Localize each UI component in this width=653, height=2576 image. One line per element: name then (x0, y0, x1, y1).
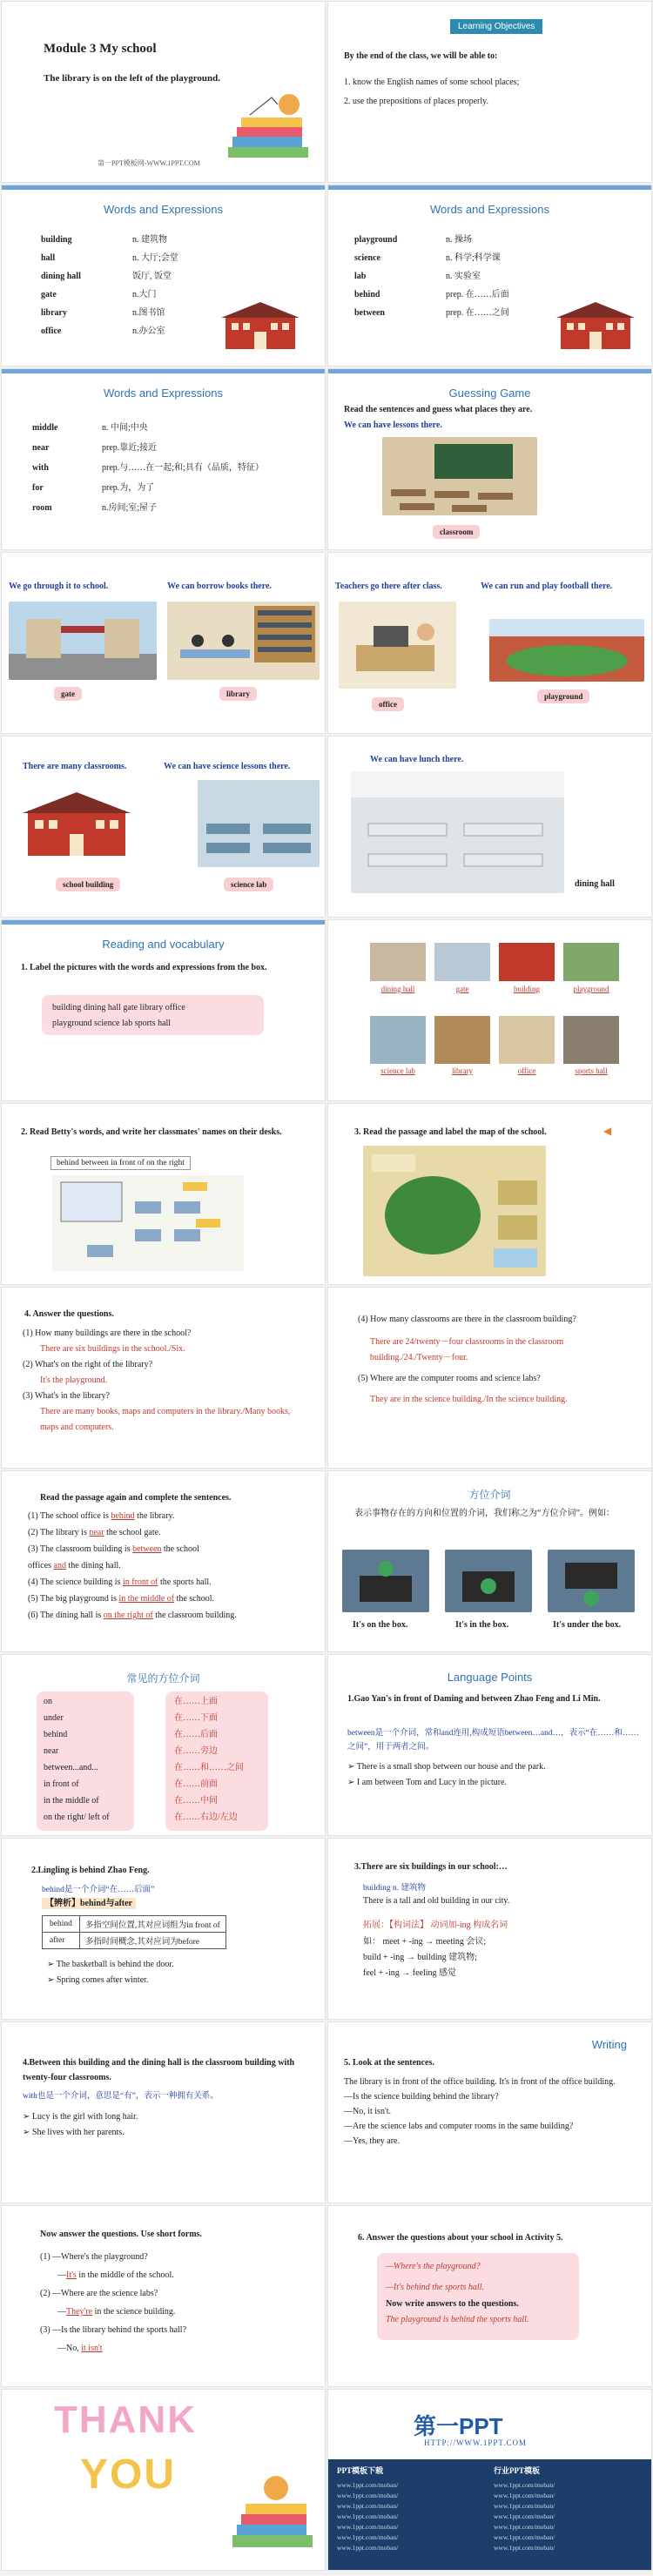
text: office (41, 326, 62, 336)
slide-office-playground (327, 552, 652, 734)
text: prep. 在……之间 (446, 308, 509, 318)
footer-url: 第一PPT模板网-WWW.1PPT.COM (98, 159, 200, 167)
question: 3. Read the passage and label the map of the school. (354, 1127, 547, 1137)
clue: We can have lunch there. (370, 755, 464, 764)
office-photo (339, 602, 456, 689)
word-row (41, 231, 178, 249)
sentence: —No, it isn't. (344, 2107, 392, 2116)
prep-cn: 在……右边/左边 (174, 1813, 238, 1822)
intro: Read the sentences and guess what places they are. (344, 405, 533, 414)
heading: Reading and vocabulary (102, 938, 225, 951)
text: after (43, 1933, 80, 1949)
text: www.1ppt.com/moban/ (494, 2523, 555, 2531)
text: in the middle of (118, 1594, 175, 1604)
text: www.1ppt.com/moban/ (337, 2544, 399, 2552)
text: behind (43, 1916, 80, 1933)
text: lab (354, 272, 367, 281)
answer: It's the playground. (40, 1375, 108, 1385)
in-box-image (445, 1550, 532, 1612)
sentence: —Are the science labs and computer rooms in the same building? (344, 2122, 574, 2131)
slide-school-map (327, 1103, 652, 1285)
slide-title (1, 1, 326, 183)
text: it isn't (81, 2344, 103, 2353)
example: feel + -ing → feeling 感觉 (363, 1968, 456, 1978)
thumb (563, 1016, 619, 1064)
compare-title: 【辨析】behind与after (42, 1898, 136, 1909)
thumb (434, 943, 490, 981)
question: (5) Where are the computer rooms and science labs? (358, 1374, 541, 1383)
thumb-label: office (517, 1066, 536, 1075)
text: building (41, 235, 72, 245)
word-box-line: playground science lab sports hall (52, 1019, 172, 1028)
answer: There are 24/twenty－four classrooms in the classroom building./24./Twenty－four. (370, 1337, 564, 1362)
caption-under: It's under the box. (553, 1620, 622, 1630)
text: n.房间;室;屋子 (102, 503, 158, 513)
you-text: YOU (80, 2452, 177, 2498)
sentence (28, 1524, 320, 1541)
slide-answer-questions (327, 2205, 652, 2387)
logo-url: HTTP://WWW.1PPT.COM (424, 2438, 528, 2447)
answer-1: school building (56, 878, 120, 891)
books-illustration (224, 2464, 320, 2559)
heading: Language Points (447, 1671, 533, 1684)
text: behind (354, 290, 380, 299)
slide-language-points-2 (1, 1838, 326, 2020)
thank-text: THANK (54, 2398, 197, 2441)
explanation: behind是一个介词“在……后面” (42, 1886, 155, 1894)
word-row (32, 498, 264, 518)
slide-words-1 (1, 185, 326, 367)
text: n. 科学;科学课 (446, 253, 501, 263)
gate-photo (9, 602, 157, 680)
text: prep.靠近;接近 (102, 443, 158, 453)
text: dining hall (41, 272, 81, 281)
text: the classroom building. (152, 1611, 237, 1620)
word-row (41, 304, 178, 322)
prep-cn: 在……上面 (174, 1697, 218, 1706)
text: n. 大厅;会堂 (132, 253, 178, 263)
text: with (32, 463, 49, 473)
slide-label-pictures (327, 919, 652, 1101)
slide-reading-vocab (1, 919, 326, 1101)
on-box-image (342, 1550, 429, 1612)
word-row (354, 304, 509, 322)
thumb-label: dining hall (380, 985, 415, 993)
thumb-label: playground (573, 985, 609, 993)
caption-on: It's on the box. (353, 1620, 408, 1630)
text: 多指时间概念,其对应词为before (79, 1933, 226, 1949)
line: —Where's the playground? (386, 2262, 481, 2271)
library-photo (167, 602, 320, 680)
text: 多指空间位置,其对应词组为in front of (79, 1916, 226, 1933)
word-row (354, 286, 509, 304)
badge: Learning Objectives (450, 19, 542, 34)
sentence (28, 1508, 320, 1524)
answer: They are in the science building./In the science building. (370, 1395, 568, 1404)
text: for (32, 483, 44, 493)
slide-language-points-1 (327, 1654, 652, 1836)
dining-hall-photo (351, 771, 564, 893)
slide-words-3 (1, 368, 326, 550)
prep-cn: 在……和……之间 (174, 1763, 244, 1772)
answer-2: science lab (224, 878, 273, 891)
answer-1: gate (54, 687, 82, 701)
text: the school gate. (104, 1528, 161, 1537)
answer-1: office (372, 697, 404, 711)
school-map-illustration (363, 1146, 546, 1276)
answer-label: classroom (433, 525, 480, 539)
line: —It's behind the sports hall. (386, 2283, 484, 2292)
slide-language-points-4 (1, 2021, 326, 2203)
text: playground (354, 235, 398, 245)
text: Lucy is the girl with long hair. (31, 2112, 138, 2122)
text: www.1ppt.com/moban/ (494, 2512, 555, 2520)
text: gate (41, 290, 57, 299)
link-list-right[interactable] (494, 2480, 555, 2553)
prep-en: near (44, 1746, 59, 1756)
word-row (32, 458, 264, 478)
explanation: building n. 建筑物 (363, 1884, 427, 1893)
text: n.图书馆 (132, 308, 165, 318)
text: hall (41, 253, 56, 263)
line: The playground is behind the sports hall. (386, 2315, 529, 2324)
text: n. 建筑物 (132, 235, 167, 245)
text: offices (28, 1561, 54, 1570)
title: Read the passage again and complete the sentences. (40, 1493, 232, 1503)
heading: 方位介词 (468, 1489, 511, 1501)
text: library (41, 308, 67, 318)
heading: Words and Expressions (429, 203, 550, 216)
school-building-photo (21, 789, 132, 860)
example: build + -ing → building 建筑物; (363, 1953, 477, 1962)
example: There is a tall and old building in our city. (363, 1896, 510, 1906)
prep-en: between...and... (44, 1763, 98, 1772)
word-box-line: building dining hall gate library office (52, 1003, 185, 1012)
text: It's (66, 2270, 77, 2280)
point: 4.Between this building and the dining hall is the classroom building with twenty-four classrooms. (23, 2058, 295, 2082)
question: (3) What's in the library? (23, 1391, 110, 1401)
text: There is a small shop between our house and the park. (356, 1762, 546, 1772)
explanation: between是一个介词，常和and连用,构成短语between…and…，表示“在……和……之间”，用于两者之间。 (347, 1729, 639, 1752)
text: the school. (174, 1594, 214, 1604)
answer: There are many books, maps and computers in the library./Many books, maps and computers. (40, 1407, 291, 1432)
school-building-icon (556, 299, 635, 351)
question: 1. Label the pictures with the words and expressions from the box. (21, 963, 267, 972)
title: 6. Answer the questions about your school in Activity 5. (358, 2233, 563, 2243)
intro: By the end of the class, we will be able to: (344, 51, 498, 61)
text: www.1ppt.com/moban/ (337, 2502, 399, 2510)
text: n. 中间;中央 (102, 423, 148, 433)
text: They're (66, 2307, 93, 2317)
text: www.1ppt.com/moban/ (494, 2481, 555, 2489)
answer-2: library (219, 687, 257, 701)
point: 5. Look at the sentences. (344, 2058, 434, 2068)
prep-en: behind (44, 1730, 68, 1739)
sentence (28, 1607, 320, 1624)
text: 饭厅, 饭堂 (132, 272, 172, 281)
answer (40, 2339, 319, 2357)
text: between (354, 308, 385, 318)
text: the dining hall. (65, 1561, 121, 1570)
question: (2) —Where are the science labs? (40, 2289, 158, 2298)
prep-en: under (44, 1713, 64, 1723)
clue-2: We can have science lessons there. (164, 762, 291, 771)
text: Spring comes after winter. (56, 1975, 149, 1985)
text: I am between Tom and Lucy in the picture. (356, 1778, 508, 1787)
example: 如： meet + -ing → meeting 会议; (363, 1937, 487, 1947)
text: n.办公室 (132, 326, 165, 336)
text: between (132, 1544, 162, 1554)
example: ➢ I am between Tom and Lucy in the picture. (347, 1778, 508, 1787)
word-row (32, 418, 264, 438)
text: near (89, 1528, 104, 1537)
example: ➢ Lucy is the girl with long hair. (23, 2112, 138, 2122)
text: www.1ppt.com/moban/ (337, 2523, 399, 2531)
slide-words-2 (327, 185, 652, 367)
heading: Writing (591, 2038, 627, 2051)
example: ➢ She lives with her parents. (23, 2128, 125, 2137)
slide-guessing-game (327, 368, 652, 550)
text: www.1ppt.com/moban/ (494, 2502, 555, 2510)
prep-cn: 在……前面 (174, 1779, 218, 1789)
question: (1) How many buildings are there in the school? (23, 1328, 192, 1338)
text: the library. (134, 1511, 175, 1521)
word-row (41, 267, 178, 286)
text: (5) The big playground is (28, 1594, 119, 1604)
text: the sports hall. (158, 1577, 212, 1587)
slide-answer-q-2 (327, 1287, 652, 1469)
slide-betty-words (1, 1103, 326, 1285)
extension: 拓展：【构词法】 动词加-ing 构成名词 (363, 1920, 508, 1930)
point: 2.Lingling is behind Zhao Feng. (31, 1866, 150, 1875)
word-row (41, 322, 178, 340)
clue-1: There are many classrooms. (23, 762, 127, 771)
sentence: —Is the science building behind the library? (344, 2092, 499, 2102)
text: and (53, 1561, 66, 1570)
text: on the right of (103, 1611, 153, 1620)
sentence: —Yes, they are. (344, 2136, 400, 2146)
thumb (434, 1016, 490, 1064)
text: www.1ppt.com/moban/ (337, 2512, 399, 2520)
text: (4) The science building is (28, 1577, 123, 1587)
text: middle (32, 423, 58, 433)
text: (6) The dining hall is (28, 1611, 104, 1620)
word-row (41, 249, 178, 267)
thumb (370, 1016, 426, 1064)
sentence (28, 1574, 320, 1591)
word-row (41, 286, 178, 304)
clue-2: We can run and play football there. (481, 582, 613, 591)
word-row (354, 267, 509, 286)
classroom-desks-illustration (52, 1175, 244, 1271)
word-row (354, 231, 509, 249)
explanation: 表示事物存在的方向和位置的介词，我们称之为“方位介词”。例如： (354, 1509, 615, 1518)
slide-short-answers (1, 2205, 326, 2387)
heading: 常见的方位介词 (126, 1672, 200, 1685)
text: She lives with her parents. (31, 2128, 125, 2137)
answer: —They're in the science building. (57, 2307, 176, 2317)
word-row (32, 438, 264, 458)
text: prep.与……在一起;和;具有（品质，特征） (102, 463, 264, 473)
panel-heading-left: PPT模板下载 (337, 2466, 383, 2475)
sentence (28, 1541, 320, 1557)
text: near (32, 443, 50, 453)
question: (1) —Where's the playground? (40, 2252, 148, 2262)
text: n.大门 (132, 290, 157, 299)
point: 3.There are six buildings in our school:… (354, 1862, 508, 1872)
slide-writing (327, 2021, 652, 2203)
slide-objectives (327, 1, 652, 183)
prep-en: on the right/ left of (44, 1813, 110, 1822)
answer-2: playground (537, 689, 589, 703)
prep-cn: 在……中间 (174, 1796, 218, 1806)
text: the school (161, 1544, 199, 1554)
prep-cn: 在……旁边 (174, 1746, 218, 1756)
text: www.1ppt.com/moban/ (494, 2544, 555, 2552)
sentence (28, 1557, 320, 1574)
explanation: with也是一个介词，意思是“有”，表示一种拥有关系。 (23, 2092, 219, 2101)
text: n. 实验室 (446, 272, 481, 281)
thumb (563, 943, 619, 981)
compare-table (42, 1915, 226, 1949)
books-illustration (224, 89, 320, 163)
school-building-icon (221, 299, 300, 351)
under-box-image (548, 1550, 635, 1612)
text: www.1ppt.com/moban/ (494, 2492, 555, 2499)
title: Module 3 My school (44, 42, 157, 56)
speaker-icon[interactable]: ◀ (603, 1125, 612, 1137)
slide-common-prepositions (1, 1654, 326, 1836)
sentence: The library is in front of the office building. It's in front of the office building. (344, 2077, 616, 2087)
question: (3) —Is the library behind the sports hall? (40, 2325, 187, 2335)
text: science (354, 253, 380, 263)
text: prep. 在……后面 (446, 290, 509, 299)
line: Now write answers to the questions. (386, 2299, 519, 2309)
answer: —It's in the middle of the school. (57, 2270, 174, 2280)
title: Now answer the questions. Use short forms. (40, 2230, 202, 2239)
text: www.1ppt.com/moban/ (494, 2533, 555, 2541)
slide-complete-sentences (1, 1470, 326, 1652)
heading: Words and Expressions (103, 203, 224, 216)
text: room (32, 503, 52, 513)
point: 1.Gao Yan's in front of Daming and between Zhao Feng and Li Min. (347, 1694, 601, 1704)
thumb (499, 1016, 555, 1064)
thumb-label: building (513, 985, 540, 993)
thumb (499, 943, 555, 981)
text: in the science building. (92, 2307, 176, 2317)
classroom-photo (382, 437, 537, 515)
text: www.1ppt.com/moban/ (337, 2481, 399, 2489)
thumb-label: library (452, 1066, 473, 1075)
text: prep.为，为了 (102, 483, 155, 493)
text: behind (111, 1511, 135, 1521)
question: (2) What's on the right of the library? (23, 1360, 153, 1369)
slide-ppt-ad (327, 2389, 652, 2571)
slide-building-lab (1, 736, 326, 918)
clue-1: Teachers go there after class. (335, 582, 442, 591)
word-box: behind between in front of on the right (50, 1156, 191, 1170)
text: www.1ppt.com/moban/ (337, 2533, 399, 2541)
sentence (28, 1591, 320, 1607)
caption-in: It's in the box. (455, 1620, 509, 1630)
text: The basketball is behind the door. (56, 1960, 174, 1969)
prep-cn: 在……下面 (174, 1713, 218, 1723)
thumb-label: sports hall (575, 1066, 608, 1075)
question: 2. Read Betty's words, and write her classmates' names on their desks. (21, 1127, 282, 1137)
slide-answer-q-1 (1, 1287, 326, 1469)
thumb-label: gate (455, 985, 469, 993)
text: (3) The classroom building is (28, 1544, 133, 1554)
logo: 第一PPT (414, 2413, 503, 2439)
title: 4. Answer the questions. (24, 1309, 114, 1319)
prep-en: on (44, 1697, 52, 1706)
text: —No, (57, 2344, 82, 2353)
objective-1: 1. know the English names of some school places; (344, 77, 520, 87)
slide-language-points-3 (327, 1838, 652, 2020)
text: n. 操场 (446, 235, 472, 245)
text: (1) The school office is (28, 1511, 111, 1521)
answer: dining hall (575, 879, 615, 889)
question: (4) How many classrooms are there in the classroom building? (358, 1315, 576, 1324)
subtitle: The library is on the left of the playground. (44, 73, 221, 84)
slide-gate-library (1, 552, 326, 734)
clue: We can have lessons there. (344, 420, 442, 430)
word-row (354, 249, 509, 267)
text: in the middle of the school. (76, 2270, 174, 2280)
thumb-label: science lab (380, 1066, 415, 1075)
prep-en: in the middle of (44, 1796, 99, 1806)
example: ➢ Spring comes after winter. (47, 1975, 149, 1985)
text: www.1ppt.com/moban/ (337, 2492, 399, 2499)
clue-2: We can borrow books there. (167, 582, 272, 591)
prep-en: in front of (44, 1779, 79, 1789)
heading: Words and Expressions (103, 387, 224, 400)
panel-heading-right: 行业PPT模板 (494, 2466, 540, 2475)
text: (2) The library is (28, 1528, 90, 1537)
example: ➢ The basketball is behind the door. (47, 1960, 174, 1969)
heading: Guessing Game (448, 387, 531, 400)
slide-prepositions (327, 1470, 652, 1652)
word-row (32, 478, 264, 498)
answer: There are six buildings in the school./Six. (40, 1344, 185, 1354)
thumb (370, 943, 426, 981)
text: in front of (122, 1577, 158, 1587)
link-list-left[interactable] (337, 2480, 398, 2553)
playground-photo (489, 619, 644, 682)
slide-thank-you (1, 2389, 326, 2571)
objective-2: 2. use the prepositions of places properly. (344, 97, 488, 106)
slide-dining-hall (327, 736, 652, 918)
science-lab-photo (198, 780, 320, 867)
clue-1: We go through it to school. (9, 582, 109, 591)
example: ➢ There is a small shop between our house and the park. (347, 1762, 546, 1772)
prep-cn: 在……后面 (174, 1730, 218, 1739)
